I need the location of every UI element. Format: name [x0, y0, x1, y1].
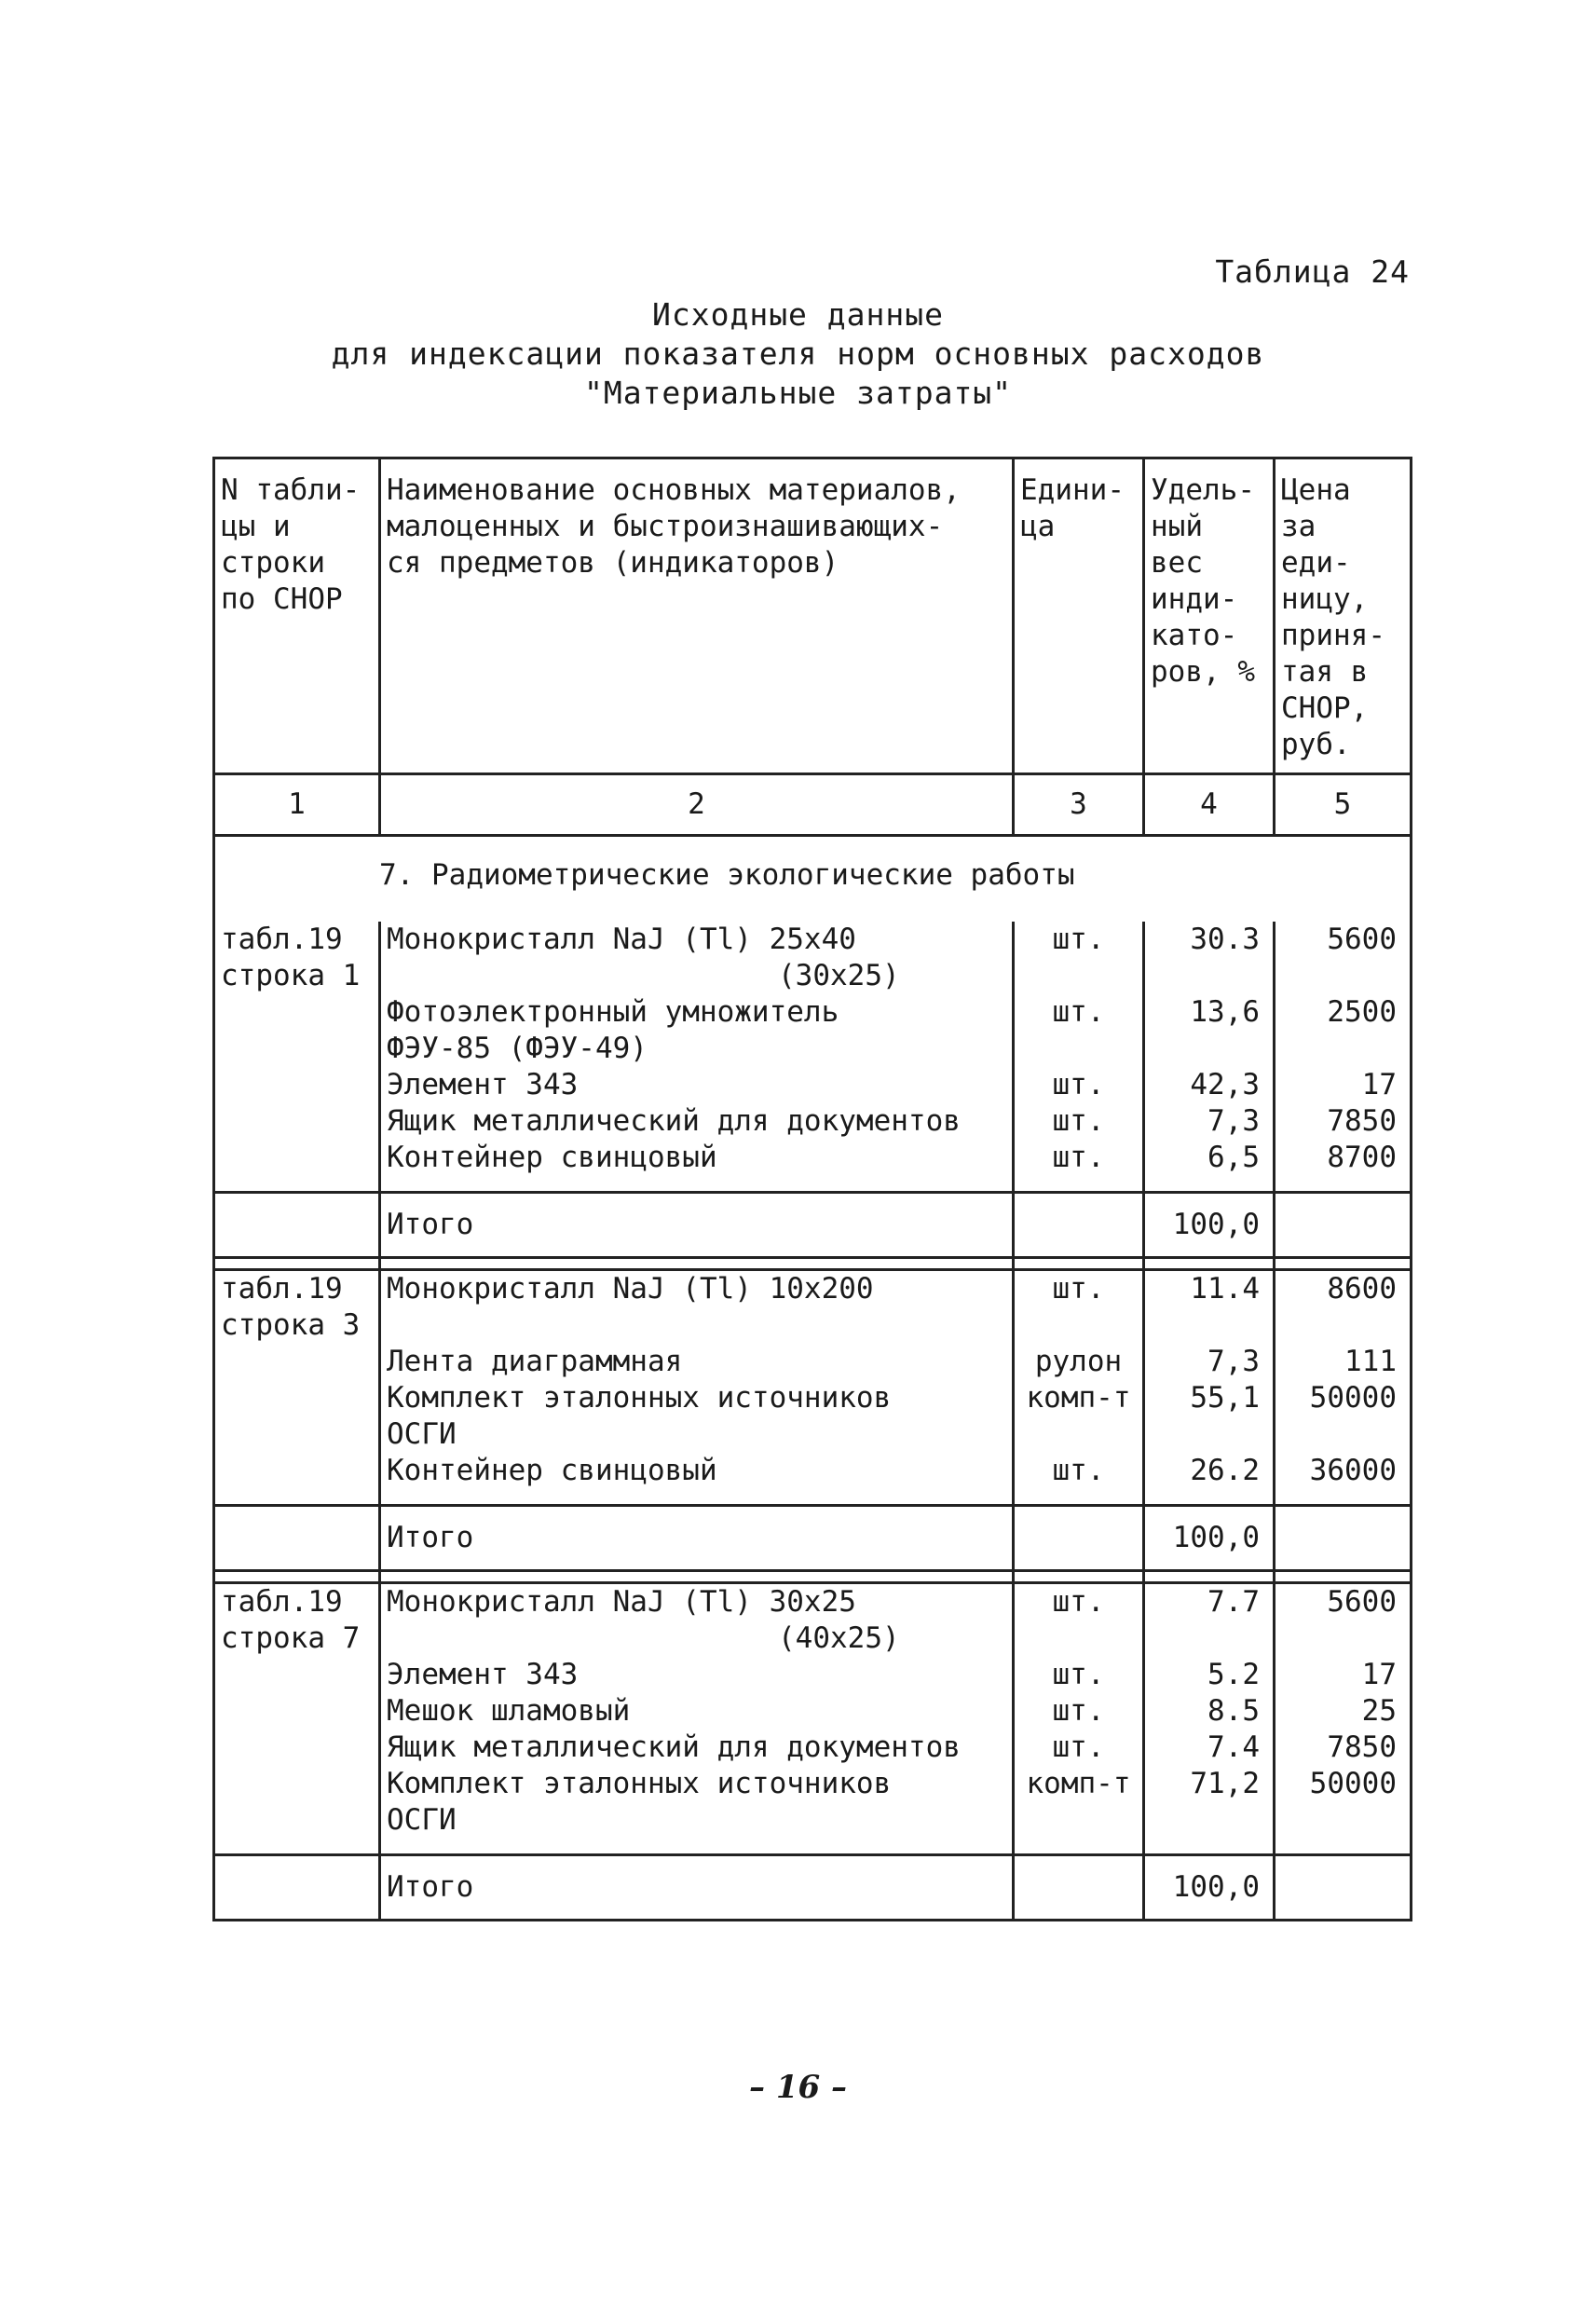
spacer-cell [1014, 1489, 1144, 1506]
price-text: 8600 [1327, 1272, 1397, 1306]
header-col-2 [380, 458, 1014, 774]
unit-text: комп-т [1026, 1381, 1131, 1415]
total-row [214, 1855, 1412, 1921]
material-text: Мешок шламовый [387, 1694, 631, 1728]
unit-cell [1014, 1657, 1144, 1693]
material-name [380, 1453, 1014, 1489]
spacer-row [214, 1489, 1412, 1506]
material-name [380, 1730, 1014, 1766]
price-text: 8700 [1327, 1141, 1397, 1174]
section-title: 7. Радиометрические экологические работы [214, 836, 1412, 923]
ref-cell [214, 1657, 380, 1693]
ref-cell [214, 1344, 380, 1380]
table-row [214, 1766, 1412, 1839]
material-name [380, 994, 1014, 1067]
material-text: Фотоэлектронный умножитель [387, 995, 839, 1029]
header-row [214, 458, 1412, 774]
weight-text: 7.4 [1207, 1730, 1260, 1764]
unit-cell [1014, 1730, 1144, 1766]
weight-text: 7,3 [1207, 1345, 1260, 1378]
material-text: Ящик металлический для документов [387, 1730, 961, 1764]
total-weight-text: 100,0 [1172, 1521, 1260, 1554]
weight-text: 42,3 [1190, 1068, 1260, 1101]
material-text: Монокристалл NaJ (Tl) 30x25 [387, 1585, 856, 1619]
price-text: 36000 [1309, 1454, 1397, 1487]
material-text: (40x25) [778, 1621, 900, 1655]
end-cell [1144, 1921, 1275, 1922]
spacer-cell [1144, 1489, 1275, 1506]
table-row [214, 1693, 1412, 1730]
ref-text: строка 7 [221, 1621, 361, 1655]
spacer-row [214, 1839, 1412, 1855]
weight-text: 11.4 [1190, 1272, 1260, 1306]
weight-cell [1144, 1657, 1275, 1693]
ref-cell [214, 994, 380, 1067]
material-text: Монокристалл NaJ (Tl) 25x40 [387, 923, 856, 956]
weight-cell [1144, 1103, 1275, 1140]
material-name [380, 1270, 1014, 1345]
total-unit-cell [1014, 1855, 1144, 1921]
unit-cell [1014, 1583, 1144, 1658]
unit-cell [1014, 1270, 1144, 1345]
price-cell [1275, 922, 1412, 994]
header-text: приня- [1281, 619, 1385, 652]
divider-cell [1275, 1571, 1412, 1583]
unit-cell [1014, 1693, 1144, 1730]
spacer-cell [380, 1839, 1014, 1855]
material-name [380, 1766, 1014, 1839]
table-row [214, 1453, 1412, 1489]
price-cell [1275, 1766, 1412, 1839]
spacer-cell [380, 1489, 1014, 1506]
header-text: инди- [1151, 582, 1238, 616]
unit-cell [1014, 1453, 1144, 1489]
unit-cell [1014, 994, 1144, 1067]
weight-cell [1144, 1766, 1275, 1839]
ref-cell [214, 1270, 380, 1345]
material-text: Монокристалл NaJ (Tl) 10x200 [387, 1272, 874, 1306]
end-cell [1275, 1921, 1412, 1922]
table-row [214, 1730, 1412, 1766]
total-label-text: Итого [387, 1208, 474, 1241]
weight-cell [1144, 1730, 1275, 1766]
column-number: 2 [380, 774, 1014, 836]
header-col-4 [1144, 458, 1275, 774]
price-cell [1275, 1693, 1412, 1730]
weight-cell [1144, 1140, 1275, 1176]
total-unit-cell [1014, 1193, 1144, 1258]
material-name [380, 1380, 1014, 1453]
price-cell [1275, 1453, 1412, 1489]
header-text: руб. [1281, 728, 1351, 761]
spacer-cell [380, 1176, 1014, 1193]
weight-text: 55,1 [1190, 1381, 1260, 1415]
material-text: (30x25) [778, 959, 900, 992]
divider-cell [380, 1571, 1014, 1583]
weight-text: 8.5 [1207, 1694, 1260, 1728]
table-row [214, 1657, 1412, 1693]
price-text: 25 [1361, 1694, 1397, 1728]
header-col-5 [1275, 458, 1412, 774]
material-name [380, 1067, 1014, 1103]
total-label-text: Итого [387, 1521, 474, 1554]
header-text: Едини- [1020, 473, 1125, 507]
column-number-row [214, 774, 1412, 836]
total-label-text: Итого [387, 1870, 474, 1904]
unit-text: шт. [1052, 923, 1105, 956]
table-row [214, 994, 1412, 1067]
price-cell [1275, 1103, 1412, 1140]
header-text: ницу, [1281, 582, 1369, 616]
total-weight [1144, 1506, 1275, 1571]
spacer-cell [214, 1489, 380, 1506]
unit-cell [1014, 1766, 1144, 1839]
price-text: 7850 [1327, 1104, 1397, 1138]
price-text: 7850 [1327, 1730, 1397, 1764]
total-ref-cell [214, 1855, 380, 1921]
unit-cell [1014, 922, 1144, 994]
material-name [380, 1140, 1014, 1176]
ref-cell [214, 1380, 380, 1453]
title-line-3: "Материальные затраты" [583, 375, 1013, 411]
unit-text: шт. [1052, 1694, 1105, 1728]
header-text: цы и [221, 510, 291, 543]
divider-cell [1144, 1258, 1275, 1270]
total-price-cell [1275, 1855, 1412, 1921]
end-cell [380, 1921, 1014, 1922]
total-unit-cell [1014, 1506, 1144, 1571]
table-row [214, 1380, 1412, 1453]
header-text: Цена [1281, 473, 1351, 507]
unit-text: шт. [1052, 1585, 1105, 1619]
table-end [214, 1921, 1412, 1922]
header-text: ца [1020, 510, 1056, 543]
price-cell [1275, 1730, 1412, 1766]
material-name [380, 922, 1014, 994]
weight-text: 6,5 [1207, 1141, 1260, 1174]
total-price-cell [1275, 1193, 1412, 1258]
header-text: за [1281, 510, 1316, 543]
total-label [380, 1855, 1014, 1921]
material-text: ФЭУ-85 (ФЭУ-49) [387, 1032, 648, 1065]
weight-text: 7,3 [1207, 1104, 1260, 1138]
weight-cell [1144, 994, 1275, 1067]
header-text: вес [1151, 546, 1203, 580]
divider-cell [1014, 1258, 1144, 1270]
unit-cell [1014, 1344, 1144, 1380]
header-col-3 [1014, 458, 1144, 774]
header-text: Наименование основных материалов, [387, 473, 961, 507]
weight-text: 26.2 [1190, 1454, 1260, 1487]
table-row [214, 1067, 1412, 1103]
spacer-cell [1275, 1489, 1412, 1506]
page-number: – 16 – [749, 2069, 847, 2106]
ref-cell [214, 1140, 380, 1176]
total-row [214, 1506, 1412, 1571]
weight-text: 13,6 [1190, 995, 1260, 1029]
column-number: 3 [1014, 774, 1144, 836]
title-line-1: Исходные данные [651, 296, 944, 333]
unit-text: комп-т [1026, 1767, 1131, 1800]
material-text: Ящик металлический для документов [387, 1104, 961, 1138]
header-text: по СНОР [221, 582, 343, 616]
total-weight [1144, 1855, 1275, 1921]
price-cell [1275, 1657, 1412, 1693]
table-row [214, 1344, 1412, 1380]
weight-text: 30.3 [1190, 923, 1260, 956]
header-text: като- [1151, 619, 1238, 652]
table-row [214, 922, 1412, 994]
price-cell [1275, 1067, 1412, 1103]
table-row [214, 1140, 1412, 1176]
weight-cell [1144, 1270, 1275, 1345]
weight-cell [1144, 1453, 1275, 1489]
material-text: Элемент 343 [387, 1068, 579, 1101]
header-text: малоценных и быстроизнашивающих- [387, 510, 944, 543]
spacer-cell [1014, 1839, 1144, 1855]
unit-cell [1014, 1103, 1144, 1140]
ref-cell [214, 1730, 380, 1766]
unit-text: шт. [1052, 995, 1105, 1029]
price-text: 50000 [1309, 1767, 1397, 1800]
price-text: 5600 [1327, 1585, 1397, 1619]
header-text: СНОР, [1281, 691, 1369, 725]
ref-text: строка 1 [221, 959, 361, 992]
ref-text: табл.19 [221, 1272, 343, 1306]
table-row [214, 1583, 1412, 1658]
ref-text: табл.19 [221, 1585, 343, 1619]
material-text: ОСГИ [387, 1417, 457, 1451]
unit-text: шт. [1052, 1730, 1105, 1764]
group-divider [214, 1571, 1412, 1583]
weight-cell [1144, 1583, 1275, 1658]
materials-table [212, 457, 1412, 1921]
spacer-cell [214, 1176, 380, 1193]
column-number: 5 [1275, 774, 1412, 836]
table-row [214, 1270, 1412, 1345]
weight-cell [1144, 1067, 1275, 1103]
total-ref-cell [214, 1193, 380, 1258]
total-ref-cell [214, 1506, 380, 1571]
total-row [214, 1193, 1412, 1258]
unit-text: шт. [1052, 1658, 1105, 1691]
price-text: 2500 [1327, 995, 1397, 1029]
ref-cell [214, 1453, 380, 1489]
weight-cell [1144, 922, 1275, 994]
divider-cell [1275, 1258, 1412, 1270]
ref-cell [214, 1067, 380, 1103]
group-divider [214, 1258, 1412, 1270]
material-text: Контейнер свинцовый [387, 1454, 717, 1487]
table-body [214, 458, 1412, 1922]
divider-cell [1144, 1571, 1275, 1583]
column-number: 4 [1144, 774, 1275, 836]
price-cell [1275, 1270, 1412, 1345]
ref-cell [214, 1766, 380, 1839]
spacer-cell [1144, 1839, 1275, 1855]
spacer-cell [1275, 1839, 1412, 1855]
material-text: ОСГИ [387, 1803, 457, 1837]
price-cell [1275, 1380, 1412, 1453]
total-price-cell [1275, 1506, 1412, 1571]
spacer-cell [214, 1839, 380, 1855]
ref-cell [214, 1103, 380, 1140]
header-text: ров, % [1151, 655, 1255, 689]
unit-cell [1014, 1380, 1144, 1453]
total-weight-text: 100,0 [1172, 1870, 1260, 1904]
spacer-cell [1014, 1176, 1144, 1193]
price-text: 17 [1361, 1068, 1397, 1101]
divider-cell [380, 1258, 1014, 1270]
ref-cell [214, 1693, 380, 1730]
title-line-2: для индексации показателя норм основных расходов [331, 335, 1265, 372]
price-text: 17 [1361, 1658, 1397, 1691]
unit-text: шт. [1052, 1141, 1105, 1174]
price-text: 50000 [1309, 1381, 1397, 1415]
total-label [380, 1506, 1014, 1571]
weight-cell [1144, 1344, 1275, 1380]
price-cell [1275, 1344, 1412, 1380]
material-name [380, 1103, 1014, 1140]
header-text: еди- [1281, 546, 1351, 580]
price-text: 5600 [1327, 923, 1397, 956]
material-name [380, 1693, 1014, 1730]
price-text: 111 [1344, 1345, 1397, 1378]
end-cell [1014, 1921, 1144, 1922]
material-text: Лента диаграммная [387, 1345, 683, 1378]
table-row [214, 1103, 1412, 1140]
material-text: Контейнер свинцовый [387, 1141, 717, 1174]
divider-cell [1014, 1571, 1144, 1583]
weight-text: 7.7 [1207, 1585, 1260, 1619]
total-label [380, 1193, 1014, 1258]
header-text: ный [1151, 510, 1203, 543]
unit-cell [1014, 1067, 1144, 1103]
weight-text: 71,2 [1190, 1767, 1260, 1800]
material-text: Комплект эталонных источников [387, 1381, 892, 1415]
header-text: Удель- [1151, 473, 1255, 507]
header-text: тая в [1281, 655, 1369, 689]
spacer-row [214, 1176, 1412, 1193]
material-name [380, 1583, 1014, 1658]
price-cell [1275, 1140, 1412, 1176]
end-cell [214, 1921, 380, 1922]
header-col-1 [214, 458, 380, 774]
ref-cell [214, 922, 380, 994]
section-row [214, 836, 1412, 923]
price-cell [1275, 994, 1412, 1067]
weight-cell [1144, 1380, 1275, 1453]
divider-cell [214, 1571, 380, 1583]
weight-text: 5.2 [1207, 1658, 1260, 1691]
ref-cell [214, 1583, 380, 1658]
unit-text: рулон [1034, 1345, 1123, 1378]
column-number: 1 [214, 774, 380, 836]
ref-text: табл.19 [221, 923, 343, 956]
total-weight-text: 100,0 [1172, 1208, 1260, 1241]
header-text: ся предметов (индикаторов) [387, 546, 839, 580]
spacer-cell [1275, 1176, 1412, 1193]
weight-cell [1144, 1693, 1275, 1730]
price-cell [1275, 1583, 1412, 1658]
table-number: Таблица 24 [1215, 253, 1410, 290]
unit-cell [1014, 1140, 1144, 1176]
total-weight [1144, 1193, 1275, 1258]
unit-text: шт. [1052, 1104, 1105, 1138]
unit-text: шт. [1052, 1272, 1105, 1306]
material-name [380, 1657, 1014, 1693]
divider-cell [214, 1258, 380, 1270]
material-text: Элемент 343 [387, 1658, 579, 1691]
unit-text: шт. [1052, 1454, 1105, 1487]
material-name [380, 1344, 1014, 1380]
unit-text: шт. [1052, 1068, 1105, 1101]
material-text: Комплект эталонных источников [387, 1767, 892, 1800]
spacer-cell [1144, 1176, 1275, 1193]
header-text: N табли- [221, 473, 361, 507]
ref-text: строка 3 [221, 1308, 361, 1342]
header-text: строки [221, 546, 325, 580]
